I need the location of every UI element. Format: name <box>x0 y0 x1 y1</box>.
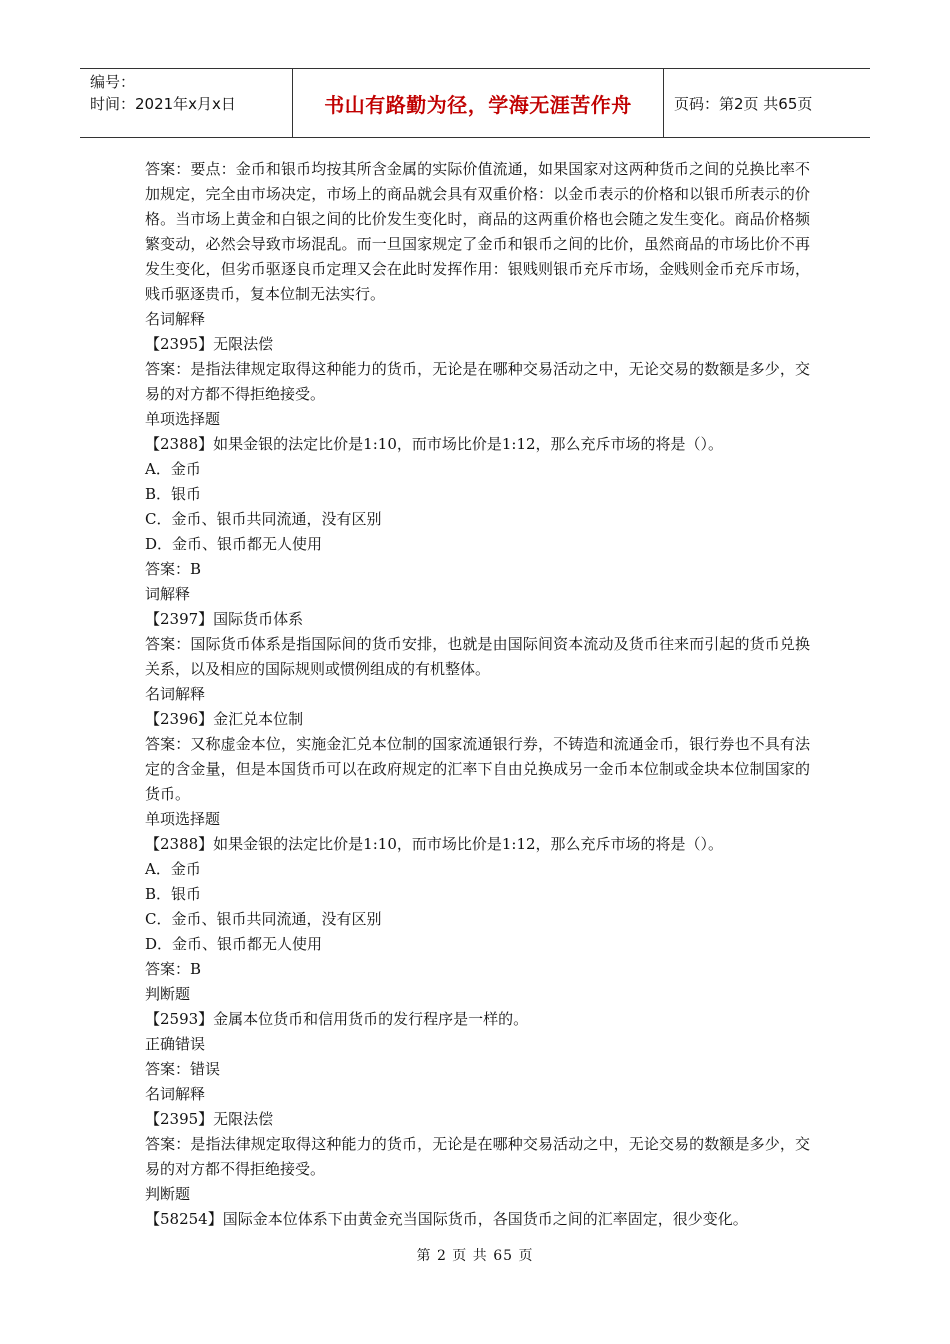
question-title: 【2397】国际货币体系 <box>145 610 304 628</box>
question-title: 【2593】金属本位货币和信用货币的发行程序是一样的。 <box>145 1010 529 1028</box>
option-d: D．金币、银币都无人使用 <box>145 935 323 953</box>
answer-line: 答案：B <box>145 560 202 578</box>
option-a: A．金币 <box>145 460 201 478</box>
answer-line: 答案：错误 <box>145 1060 221 1078</box>
answer-paragraph: 答案：是指法律规定取得这种能力的货币，无论是在哪种交易活动之中，无论交易的数额是多少，交易的对方都不得拒绝接受。 <box>145 360 810 403</box>
time-label: 时间：2021年x月x日 <box>90 95 236 113</box>
question-type: 名词解释 <box>145 1085 206 1103</box>
question-title: 【2395】无限法偿 <box>145 1110 274 1128</box>
question-type: 判断题 <box>145 985 191 1003</box>
option-c: C．金币、银币共同流通，没有区别 <box>145 910 382 928</box>
answer-paragraph: 答案：是指法律规定取得这种能力的货币，无论是在哪种交易活动之中，无论交易的数额是多少，交易的对方都不得拒绝接受。 <box>145 1135 810 1178</box>
question-type: 单项选择题 <box>145 810 221 828</box>
question-type: 判断题 <box>145 1185 191 1203</box>
question-type: 词解释 <box>145 585 191 603</box>
option-c: C．金币、银币共同流通，没有区别 <box>145 510 382 528</box>
option-a: A．金币 <box>145 860 201 878</box>
answer-line: 答案：B <box>145 960 202 978</box>
question-type: 名词解释 <box>145 310 206 328</box>
page-footer: 第 2 页 共 65 页 <box>416 1248 534 1264</box>
page-header <box>80 68 870 138</box>
question-title: 【2395】无限法偿 <box>145 335 274 353</box>
header-page-info: 页码：第2页 共65页 <box>674 94 813 113</box>
header-meta <box>80 69 293 137</box>
answer-paragraph: 答案：又称虚金本位，实施金汇兑本位制的国家流通银行券，不铸造和流通金币，银行券也不具有法定的含金量，但是本国货币可以在政府规定的汇率下自由兑换成另一金币本位制或金块本位制国家的货币。 <box>145 735 810 803</box>
question-type: 单项选择题 <box>145 410 221 428</box>
true-false-choice: 正确错误 <box>145 1035 206 1053</box>
document-body <box>145 157 810 1232</box>
number-label: 编号： <box>90 73 136 91</box>
question-title: 【58254】国际金本位体系下由黄金充当国际货币，各国货币之间的汇率固定，很少变化。 <box>145 1210 748 1228</box>
option-b: B．银币 <box>145 885 202 903</box>
question-title: 【2396】金汇兑本位制 <box>145 710 304 728</box>
header-motto: 书山有路勤为径，学海无涯苦作舟 <box>293 69 664 137</box>
option-b: B．银币 <box>145 485 202 503</box>
answer-paragraph: 答案：要点：金币和银币均按其所含金属的实际价值流通，如果国家对这两种货币之间的兑换比率不加规定，完全由市场决定，市场上的商品就会具有双重价格：以金币表示的价格和以银币所表示的价格。当市场上黄金和白银之间的比价发生变化时，商品的这两重价格也会随之发生变化。商品价格频繁变动，必然会导致市场混乱。而一旦国家规定了金币和银币之间的比价，虽然商品的市场比价不再发生变化，但劣币驱逐良币定理又会在此时发挥作用：银贱则银币充斥市场，金贱则金币充斥市场，贱币驱逐贵币，复本位制无法实行。 <box>145 160 810 303</box>
option-d: D．金币、银币都无人使用 <box>145 535 323 553</box>
question-title: 【2388】如果金银的法定比价是1:10，而市场比价是1:12，那么充斥市场的将是（）。 <box>145 435 724 453</box>
question-title: 【2388】如果金银的法定比价是1:10，而市场比价是1:12，那么充斥市场的将是（）。 <box>145 835 724 853</box>
answer-paragraph: 答案：国际货币体系是指国际间的货币安排，也就是由国际间资本流动及货币往来而引起的货币兑换关系，以及相应的国际规则或惯例组成的有机整体。 <box>145 635 810 678</box>
question-type: 名词解释 <box>145 685 206 703</box>
